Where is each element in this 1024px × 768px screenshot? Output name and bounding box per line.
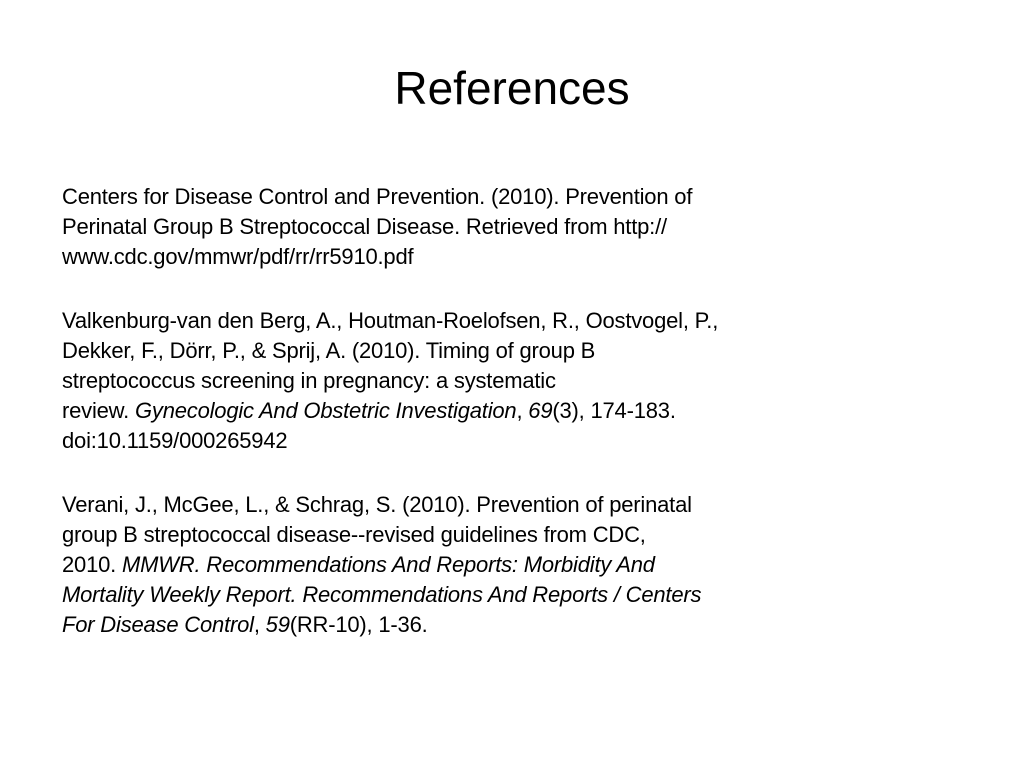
reference-line [62, 426, 962, 456]
reference-line [62, 396, 962, 426]
reference-text: , [516, 398, 529, 423]
reference-text: doi:10.1159/000265942 [62, 428, 288, 453]
reference-text: www.cdc.gov/mmwr/pdf/rr/rr5910.pdf [62, 244, 414, 269]
reference-text: (3), 174-183. [552, 398, 676, 423]
reference-italic-text: Gynecologic And Obstetric Investigation [134, 398, 517, 423]
reference-text: Perinatal Group B Streptococcal Disease. Retrieved from http:// [62, 214, 667, 239]
reference-line [62, 182, 962, 212]
reference-text: group B streptococcal disease--revised guidelines from CDC, [62, 522, 646, 547]
reference-italic-text: For Disease Control [62, 612, 254, 637]
reference-text: Centers for Disease Control and Prevention. (2010). Prevention of [62, 184, 693, 209]
reference-line [62, 242, 962, 272]
reference-line [62, 366, 962, 396]
reference-line [62, 520, 962, 550]
reference-line [62, 306, 962, 336]
reference-italic-text: 69 [528, 398, 553, 423]
reference-text: 2010. [62, 552, 122, 577]
reference-line [62, 336, 962, 366]
reference-italic-text: 59 [265, 612, 290, 637]
reference-line [62, 490, 962, 520]
reference-line [62, 580, 962, 610]
reference-item [62, 490, 962, 640]
reference-text: Dekker, F., Dörr, P., & Sprij, A. (2010). Timing of group B [62, 338, 596, 363]
reference-text: Valkenburg-van den Berg, A., Houtman-Roelofsen, R., Oostvogel, P., [62, 308, 719, 333]
reference-text: (RR-10), 1-36. [289, 612, 428, 637]
reference-item [62, 182, 962, 272]
slide-title: References [394, 62, 630, 114]
reference-text: Verani, J., McGee, L., & Schrag, S. (2010). Prevention of perinatal [62, 492, 692, 517]
reference-text: review. [62, 398, 135, 423]
reference-line [62, 550, 962, 580]
reference-line [62, 610, 962, 640]
reference-text: , [253, 612, 266, 637]
reference-italic-text: MMWR. Recommendations And Reports: Morbidity And [121, 552, 655, 577]
reference-line [62, 212, 962, 242]
reference-text: streptococcus screening in pregnancy: a systematic [62, 368, 556, 393]
reference-list [62, 182, 962, 674]
reference-italic-text: Mortality Weekly Report. Recommendations And Reports / Centers [62, 582, 702, 607]
reference-item [62, 306, 962, 456]
